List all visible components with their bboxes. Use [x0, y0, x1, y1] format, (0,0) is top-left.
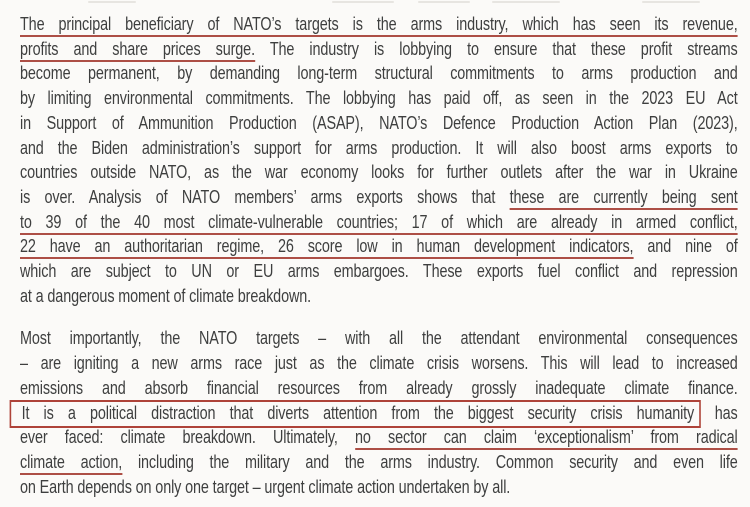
text-segment: by limiting environmental commitments. The lobbying has paid off, as seen in the 2023 EU Act: [20, 88, 738, 109]
document-body: [20, 12, 738, 507]
underlined-text: these are currently being sent: [510, 187, 738, 210]
text-line: [20, 259, 738, 284]
text-line: [20, 351, 738, 376]
text-line: [20, 234, 738, 259]
text-segment: which are subject to UN or EU arms embargoes. These exports fuel conflict and repression: [20, 261, 738, 282]
text-line: [20, 37, 738, 62]
cropped-text-fragment: [492, 1, 560, 3]
cropped-text-fragment: [332, 1, 394, 3]
underlined-text: The principal beneficiary of NATO’s targets is the arms industry, which has seen its revenue,: [20, 14, 738, 37]
text-segment: – are igniting a new arms race just as the climate crisis worsens. This will lead to increased: [20, 353, 738, 374]
text-segment: and nine of: [633, 236, 738, 257]
text-line: [20, 376, 738, 401]
text-line: [20, 210, 738, 235]
text-segment: at a dangerous moment of climate breakdown.: [20, 285, 312, 306]
text-segment: become permanent, by demanding long-term structural commitments to arms production and: [20, 63, 738, 84]
text-segment: including the military and the arms industry. Common security and even life: [122, 451, 738, 472]
text-line: [20, 326, 738, 351]
text-segment: has: [700, 402, 738, 423]
underlined-text: profits and share prices surge.: [20, 39, 255, 62]
text-segment: ever faced: climate breakdown. Ultimately,: [20, 427, 356, 448]
text-line: [20, 475, 738, 500]
underlined-text: to 39 of the 40 most climate-vulnerable countries; 17 of which are already in armed conflict,: [20, 212, 738, 235]
text-line: [20, 401, 738, 426]
text-line: [20, 12, 738, 37]
cropped-text-remnant: [0, 0, 750, 5]
text-segment: on Earth depends on only one target – urgent climate action undertaken by all.: [20, 476, 511, 497]
text-segment: emissions and absorb financial resources from already grossly inadequate climate finance.: [20, 377, 738, 398]
text-line: [20, 160, 738, 185]
text-line: [20, 136, 738, 161]
cropped-text-fragment: [642, 1, 700, 3]
paragraph-1: [20, 12, 738, 308]
text-segment: in Support of Ammunition Production (ASAP), NATO’s Defence Production Action Plan (2023),: [20, 112, 738, 133]
underlined-text: climate action,: [20, 452, 122, 475]
cropped-text-fragment: [418, 1, 470, 3]
text-line: [20, 185, 738, 210]
underlined-text: 22 have an authoritarian regime, 26 score low in human development indicators,: [20, 236, 633, 259]
text-line: [20, 86, 738, 111]
boxed-highlight-text: It is a political distraction that diverts attention from the biggest security crisis humanity: [10, 400, 701, 428]
text-line: [20, 284, 738, 309]
text-segment: and the Biden administration’s support for arms production. It will also boost arms exports to: [20, 137, 738, 158]
text-segment: is over. Analysis of NATO members’ arms exports shows that: [20, 186, 510, 207]
text-line: [20, 61, 738, 86]
text-line: [20, 450, 738, 475]
text-line: [20, 111, 738, 136]
text-line: [20, 425, 738, 450]
underlined-text: no sector can claim ‘exceptionalism’ from radical: [355, 427, 738, 450]
text-segment: The industry is lobbying to ensure that these profit streams: [254, 38, 738, 59]
cropped-text-fragment: [88, 1, 136, 3]
text-segment: countries outside NATO, as the war economy looks for further outlets after the war in Ukraine: [20, 162, 738, 183]
paragraph-2: [20, 326, 738, 499]
text-segment: Most importantly, the NATO targets – with all the attendant environmental consequences: [20, 328, 738, 349]
